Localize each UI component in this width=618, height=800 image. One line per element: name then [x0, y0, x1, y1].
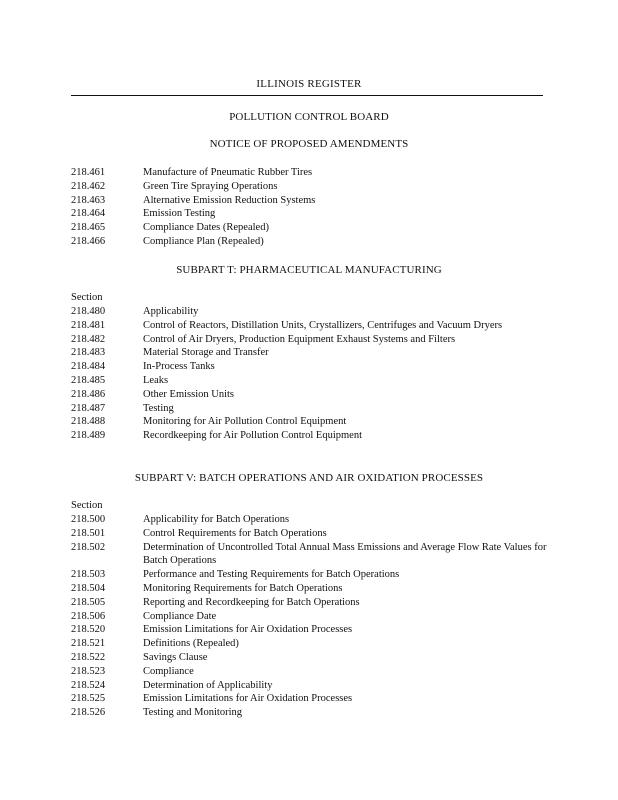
- list-item: [71, 360, 551, 374]
- list-item: [71, 346, 551, 360]
- section-label-v: Section: [71, 500, 103, 511]
- section-number: 218.488: [71, 416, 106, 428]
- section-title: Applicability: [143, 306, 199, 317]
- section-title: Material Storage and Transfer: [143, 347, 269, 359]
- section-number: 218.480: [71, 306, 106, 317]
- list-item: [71, 319, 551, 333]
- section-title: Determination of Uncontrolled Total Annual Mass Emissions and Average Flow Rate Values for Batch Operations: [143, 541, 547, 567]
- section-number: 218.504: [71, 582, 106, 594]
- section-title: Emission Limitations for Air Oxidation Processes: [143, 693, 353, 705]
- section-number: 218.482: [71, 333, 106, 345]
- list-item: [71, 207, 551, 221]
- list-item: [71, 513, 551, 527]
- section-number: 218.485: [71, 374, 106, 386]
- list-item: [71, 415, 551, 429]
- section-title: Emission Testing: [143, 208, 216, 220]
- section-title: Green Tire Spraying Operations: [143, 180, 278, 192]
- subpart-t-heading: SUBPART T: PHARMACEUTICAL MANUFACTURING: [176, 264, 442, 276]
- section-number: 218.483: [71, 347, 106, 359]
- section-number: 218.487: [71, 402, 106, 414]
- list-item: [71, 637, 551, 651]
- section-title: Definitions (Repealed): [143, 638, 239, 650]
- section-title: Reporting and Recordkeeping for Batch Operations: [143, 596, 360, 608]
- section-number: 218.464: [71, 208, 106, 220]
- section-list-subpart-t: [71, 305, 551, 443]
- section-number: 218.461: [71, 167, 106, 178]
- list-item: [71, 180, 551, 194]
- section-title: Control of Air Dryers, Production Equipment Exhaust Systems and Filters: [143, 333, 456, 345]
- section-number: 218.463: [71, 194, 106, 206]
- section-number: 218.486: [71, 388, 106, 400]
- section-number: 218.481: [71, 319, 106, 331]
- list-item: [71, 568, 551, 582]
- section-number: 218.521: [71, 638, 106, 650]
- list-item: [71, 541, 551, 569]
- section-number: 218.524: [71, 679, 106, 691]
- list-item: [71, 305, 551, 319]
- section-number: 218.525: [71, 693, 106, 705]
- section-title: Control of Reactors, Distillation Units, Crystallizers, Centrifuges and Vacuum Dryers: [143, 319, 503, 331]
- section-title: Compliance Date: [143, 610, 217, 622]
- subpart-v-heading: SUBPART V: BATCH OPERATIONS AND AIR OXIDATION PROCESSES: [134, 472, 484, 484]
- section-title: Monitoring Requirements for Batch Operations: [143, 582, 343, 594]
- list-item: [71, 221, 551, 235]
- list-item: [71, 610, 551, 624]
- list-item: [71, 623, 551, 637]
- section-number: 218.520: [71, 624, 106, 636]
- section-number: 218.505: [71, 596, 106, 608]
- section-title: Compliance: [143, 665, 194, 677]
- section-number: 218.502: [71, 541, 106, 553]
- list-item: [71, 166, 551, 180]
- section-label-t: Section: [71, 292, 103, 303]
- header-rule: [71, 95, 543, 96]
- section-number: 218.506: [71, 610, 106, 622]
- section-number: 218.522: [71, 651, 106, 663]
- section-list-group1: [71, 166, 551, 249]
- section-number: 218.526: [71, 707, 106, 719]
- section-title: Alternative Emission Reduction Systems: [143, 194, 316, 206]
- list-item: [71, 235, 551, 249]
- section-title: Determination of Applicability: [143, 679, 273, 691]
- section-number: 218.462: [71, 180, 106, 192]
- list-item: [71, 679, 551, 693]
- list-item: [71, 706, 551, 720]
- section-number: 218.489: [71, 430, 106, 442]
- list-item: [71, 388, 551, 402]
- section-number: 218.503: [71, 569, 106, 581]
- section-title: Control Requirements for Batch Operations: [143, 527, 327, 539]
- section-list-subpart-v: [71, 513, 551, 720]
- section-title: In-Process Tanks: [143, 361, 215, 373]
- list-item: [71, 665, 551, 679]
- list-item: [71, 692, 551, 706]
- list-item: [71, 527, 551, 541]
- list-item: [71, 402, 551, 416]
- section-title: Testing and Monitoring: [143, 707, 243, 719]
- list-item: [71, 582, 551, 596]
- board-title: POLLUTION CONTROL BOARD: [229, 111, 389, 123]
- section-number: 218.500: [71, 514, 106, 525]
- section-number: 218.501: [71, 527, 106, 539]
- list-item: [71, 194, 551, 208]
- list-item: [71, 333, 551, 347]
- section-title: Emission Limitations for Air Oxidation Processes: [143, 624, 353, 636]
- section-number: 218.523: [71, 665, 106, 677]
- notice-title: NOTICE OF PROPOSED AMENDMENTS: [209, 138, 409, 150]
- section-number: 218.484: [71, 361, 106, 373]
- section-title: Applicability for Batch Operations: [143, 514, 290, 525]
- section-title: Leaks: [143, 374, 169, 386]
- list-item: [71, 374, 551, 388]
- list-item: [71, 429, 551, 443]
- list-item: [71, 596, 551, 610]
- list-item: [71, 651, 551, 665]
- section-title: Manufacture of Pneumatic Rubber Tires: [143, 167, 313, 178]
- section-title: Other Emission Units: [143, 388, 234, 400]
- register-header: ILLINOIS REGISTER: [256, 78, 362, 90]
- section-title: Savings Clause: [143, 651, 208, 663]
- section-title: Compliance Dates (Repealed): [143, 222, 269, 234]
- section-number: 218.465: [71, 222, 106, 234]
- section-title: Testing: [143, 402, 174, 414]
- section-title: Recordkeeping for Air Pollution Control Equipment: [143, 430, 363, 442]
- section-title: Compliance Plan (Repealed): [143, 235, 264, 247]
- section-title: Monitoring for Air Pollution Control Equipment: [143, 416, 347, 428]
- section-number: 218.466: [71, 235, 106, 247]
- section-title: Performance and Testing Requirements for Batch Operations: [143, 569, 400, 581]
